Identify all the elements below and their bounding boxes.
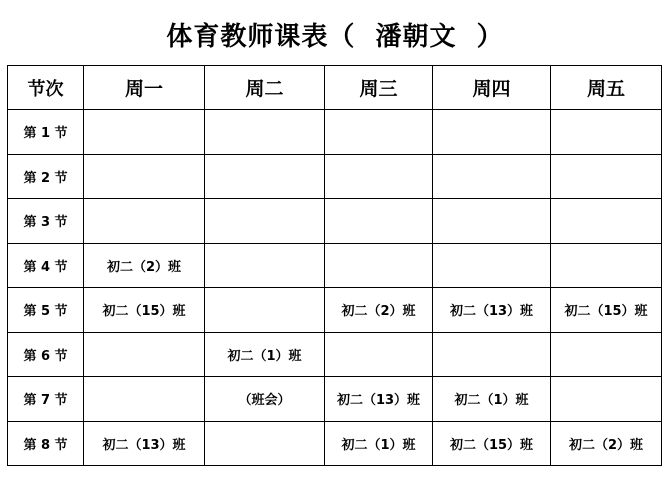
schedule-cell <box>205 421 325 466</box>
schedule-cell <box>84 154 205 199</box>
table-row <box>8 332 662 377</box>
schedule-cell <box>551 199 662 244</box>
table-row <box>8 377 662 422</box>
header-row <box>8 66 662 110</box>
table-row <box>8 154 662 199</box>
schedule-cell <box>84 377 205 422</box>
table-row <box>8 199 662 244</box>
period-label: 第 6 节 <box>8 332 84 377</box>
table-row <box>8 110 662 155</box>
header-day: 周五 <box>551 66 662 110</box>
header-period: 节次 <box>8 66 84 110</box>
period-label: 第 3 节 <box>8 199 84 244</box>
table-row <box>8 421 662 466</box>
period-label: 第 2 节 <box>8 154 84 199</box>
schedule-cell: 初二（1）班 <box>325 421 433 466</box>
schedule-cell: 初二（1）班 <box>205 332 325 377</box>
schedule-cell <box>433 199 551 244</box>
schedule-cell <box>433 332 551 377</box>
schedule-table <box>7 65 662 466</box>
header-day: 周四 <box>433 66 551 110</box>
period-label: 第 1 节 <box>8 110 84 155</box>
schedule-cell <box>325 110 433 155</box>
schedule-cell <box>551 154 662 199</box>
schedule-cell: 初二（15）班 <box>433 421 551 466</box>
schedule-cell: 初二（15）班 <box>551 288 662 333</box>
schedule-cell <box>84 110 205 155</box>
schedule-cell <box>433 110 551 155</box>
schedule-cell <box>205 288 325 333</box>
schedule-cell: 初二（2）班 <box>325 288 433 333</box>
schedule-cell: 初二（13）班 <box>84 421 205 466</box>
table-row <box>8 243 662 288</box>
header-day: 周一 <box>84 66 205 110</box>
schedule-cell <box>205 110 325 155</box>
period-label: 第 4 节 <box>8 243 84 288</box>
schedule-cell <box>325 154 433 199</box>
schedule-cell <box>433 154 551 199</box>
schedule-cell <box>551 377 662 422</box>
schedule-cell: 初二（13）班 <box>325 377 433 422</box>
period-label: 第 5 节 <box>8 288 84 333</box>
header-day: 周二 <box>205 66 325 110</box>
schedule-cell <box>551 332 662 377</box>
schedule-cell: 初二（15）班 <box>84 288 205 333</box>
header-day: 周三 <box>325 66 433 110</box>
schedule-cell <box>84 199 205 244</box>
schedule-cell <box>551 110 662 155</box>
schedule-cell: （班会） <box>205 377 325 422</box>
schedule-cell: 初二（13）班 <box>433 288 551 333</box>
schedule-cell <box>325 243 433 288</box>
schedule-cell <box>205 154 325 199</box>
schedule-cell <box>433 243 551 288</box>
schedule-cell <box>205 243 325 288</box>
period-label: 第 8 节 <box>8 421 84 466</box>
page-title: 体育教师课表（ 潘朝文 ） <box>166 22 504 52</box>
schedule-cell <box>205 199 325 244</box>
schedule-cell <box>551 243 662 288</box>
table-row <box>8 288 662 333</box>
schedule-cell: 初二（2）班 <box>84 243 205 288</box>
period-label: 第 7 节 <box>8 377 84 422</box>
schedule-cell <box>325 332 433 377</box>
schedule-cell: 初二（1）班 <box>433 377 551 422</box>
schedule-cell <box>84 332 205 377</box>
schedule-cell: 初二（2）班 <box>551 421 662 466</box>
schedule-cell <box>325 199 433 244</box>
